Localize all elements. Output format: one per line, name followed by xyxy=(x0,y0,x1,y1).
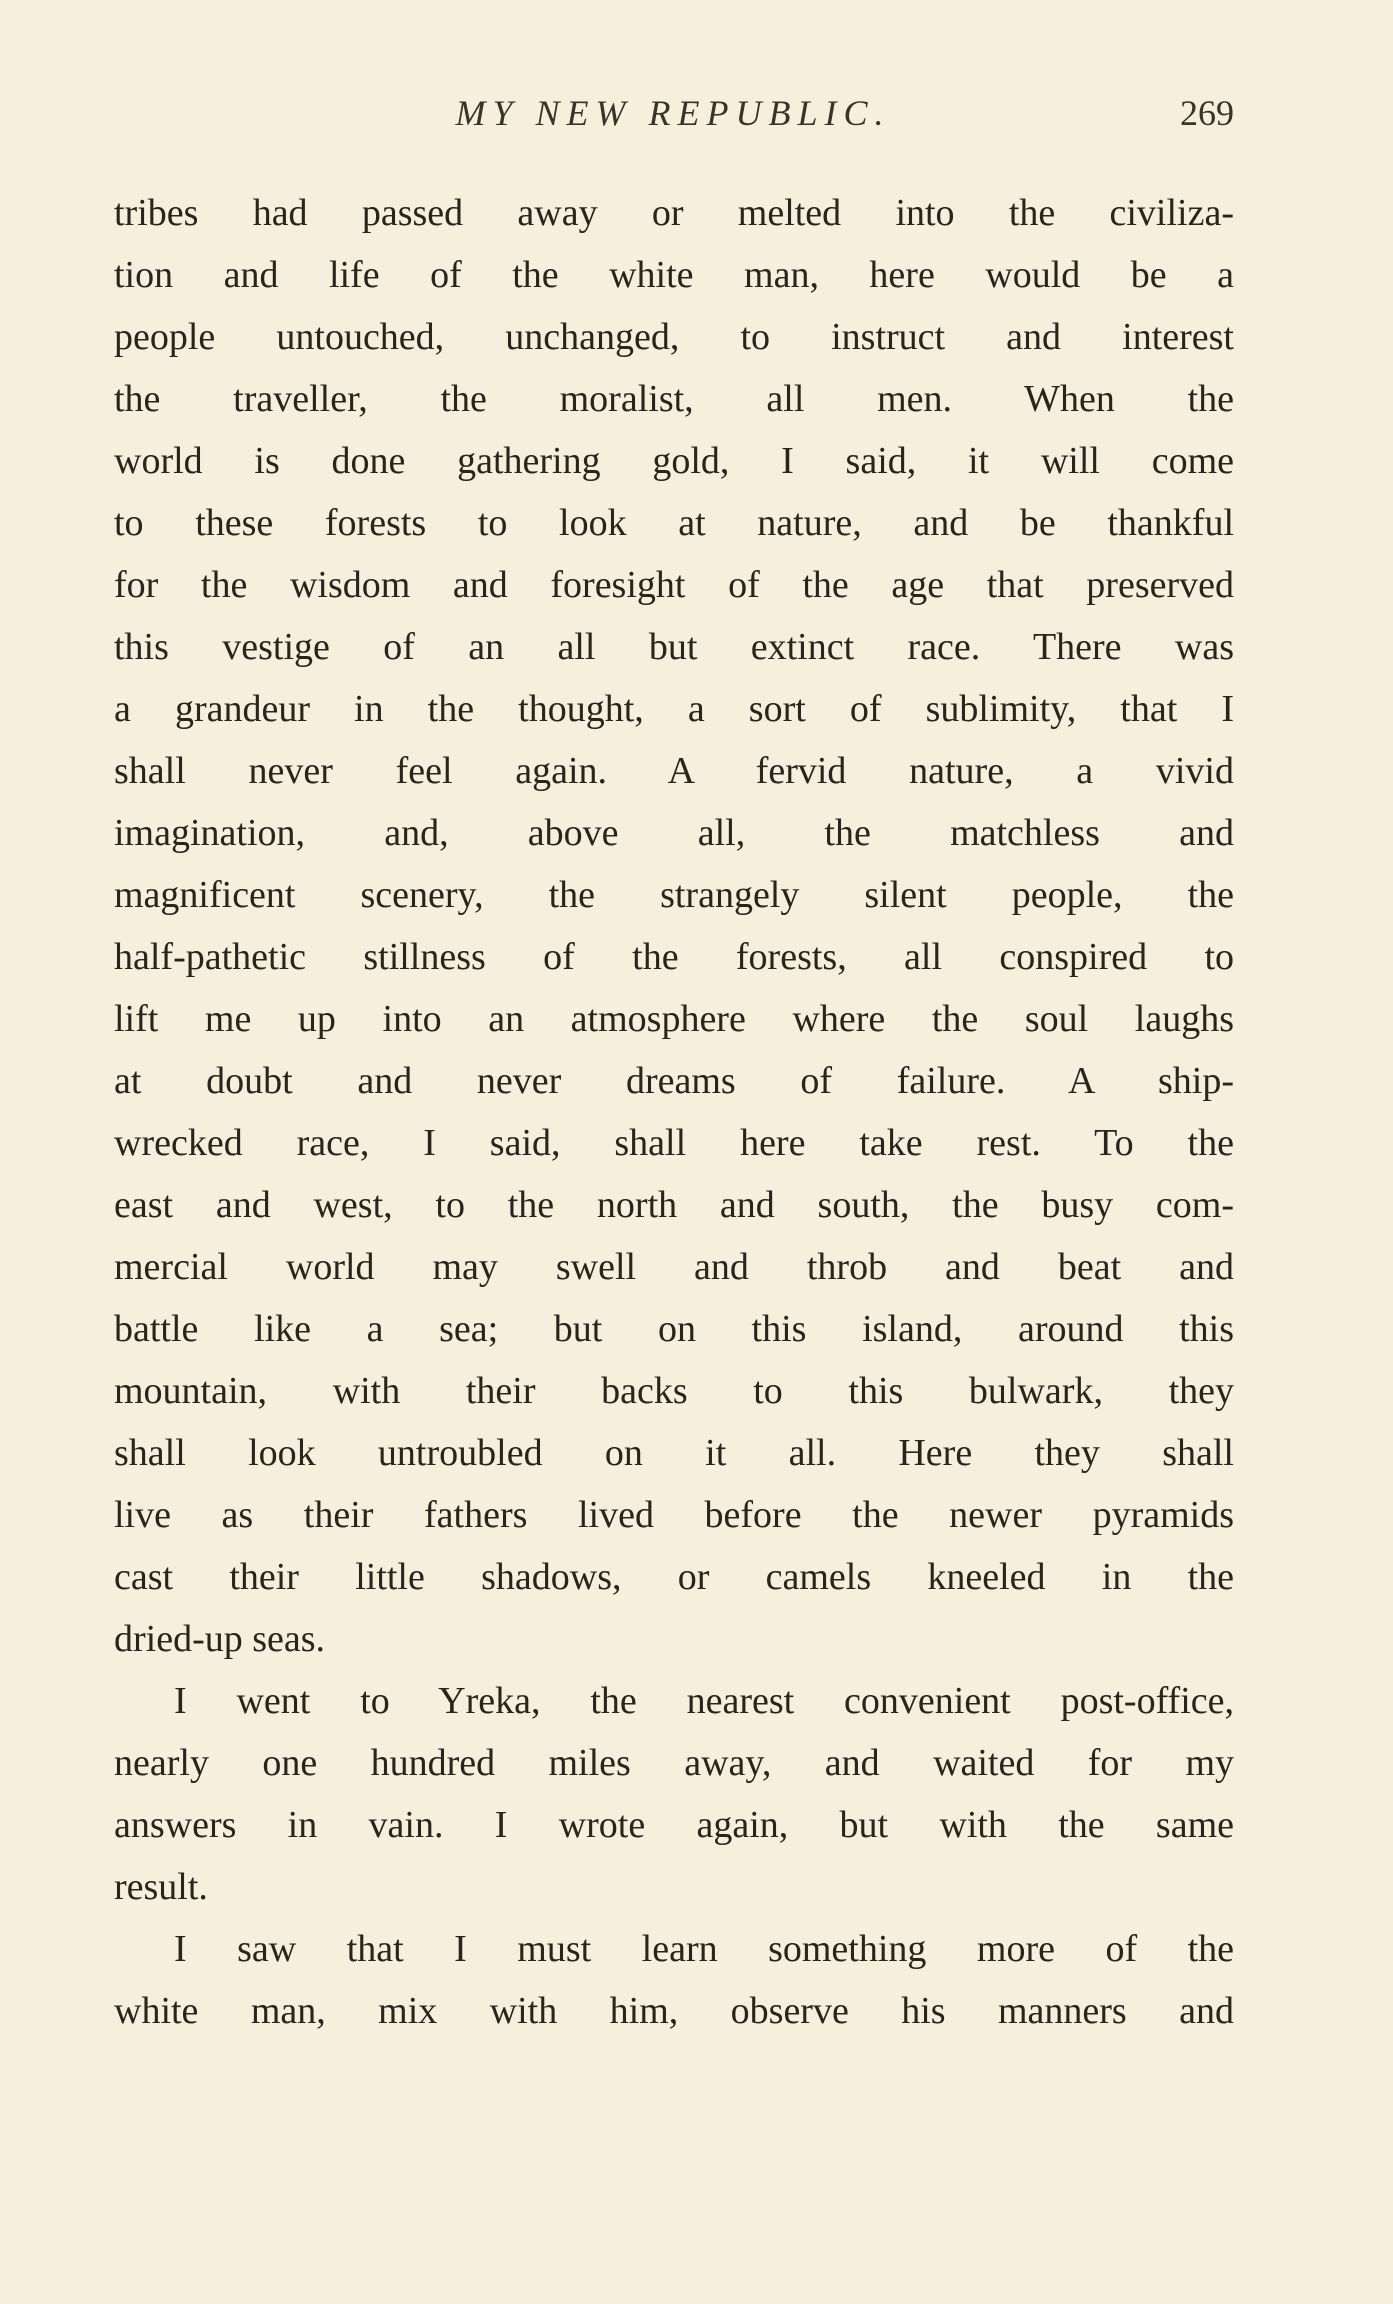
text-line: wrecked race, I said, shall here take rest. To the xyxy=(114,1122,1234,1164)
text-line: I saw that I must learn something more of the xyxy=(174,1928,1234,1970)
text-line: half-pathetic stillness of the forests, all conspired to xyxy=(114,936,1234,978)
text-line: mountain, with their backs to this bulwark, they xyxy=(114,1370,1234,1412)
text-line: this vestige of an all but extinct race. There was xyxy=(114,626,1234,668)
text-line: world is done gathering gold, I said, it will come xyxy=(114,440,1234,482)
text-line: nearly one hundred miles away, and waited for my xyxy=(114,1742,1234,1784)
text-line: imagination, and, above all, the matchless and xyxy=(114,812,1234,854)
text-line: tribes had passed away or melted into the civiliza- xyxy=(114,192,1234,234)
text-line: result. xyxy=(114,1866,208,1908)
text-line: white man, mix with him, observe his manners and xyxy=(114,1990,1234,2032)
text-line: live as their fathers lived before the newer pyramids xyxy=(114,1494,1234,1536)
text-line: magnificent scenery, the strangely silent people, the xyxy=(114,874,1234,916)
page-number: 269 xyxy=(1180,93,1234,133)
text-line: tion and life of the white man, here would be a xyxy=(114,254,1234,296)
text-line: shall look untroubled on it all. Here they shall xyxy=(114,1432,1234,1474)
text-line: east and west, to the north and south, the busy com- xyxy=(114,1184,1234,1226)
text-line: for the wisdom and foresight of the age that preserved xyxy=(114,564,1234,606)
text-line: people untouched, unchanged, to instruct and interest xyxy=(114,316,1234,358)
text-line: I went to Yreka, the nearest convenient post-office, xyxy=(174,1680,1234,1722)
text-line: shall never feel again. A fervid nature, a vivid xyxy=(114,750,1234,792)
running-title: MY NEW REPUBLIC. xyxy=(455,93,891,133)
text-line: lift me up into an atmosphere where the soul laughs xyxy=(114,998,1234,1040)
text-line: answers in vain. I wrote again, but with the same xyxy=(114,1804,1234,1846)
text-line: the traveller, the moralist, all men. When the xyxy=(114,378,1234,420)
running-head xyxy=(112,88,1234,138)
text-line: to these forests to look at nature, and be thankful xyxy=(114,502,1234,544)
text-line: dried-up seas. xyxy=(114,1618,326,1660)
text-line: at doubt and never dreams of failure. A ship- xyxy=(114,1060,1234,1102)
text-line: cast their little shadows, or camels kneeled in the xyxy=(114,1556,1234,1598)
text-line: mercial world may swell and throb and beat and xyxy=(114,1246,1234,1288)
body-text xyxy=(114,182,1234,2042)
text-line: battle like a sea; but on this island, around this xyxy=(114,1308,1234,1350)
text-line: a grandeur in the thought, a sort of sublimity, that I xyxy=(114,688,1234,730)
